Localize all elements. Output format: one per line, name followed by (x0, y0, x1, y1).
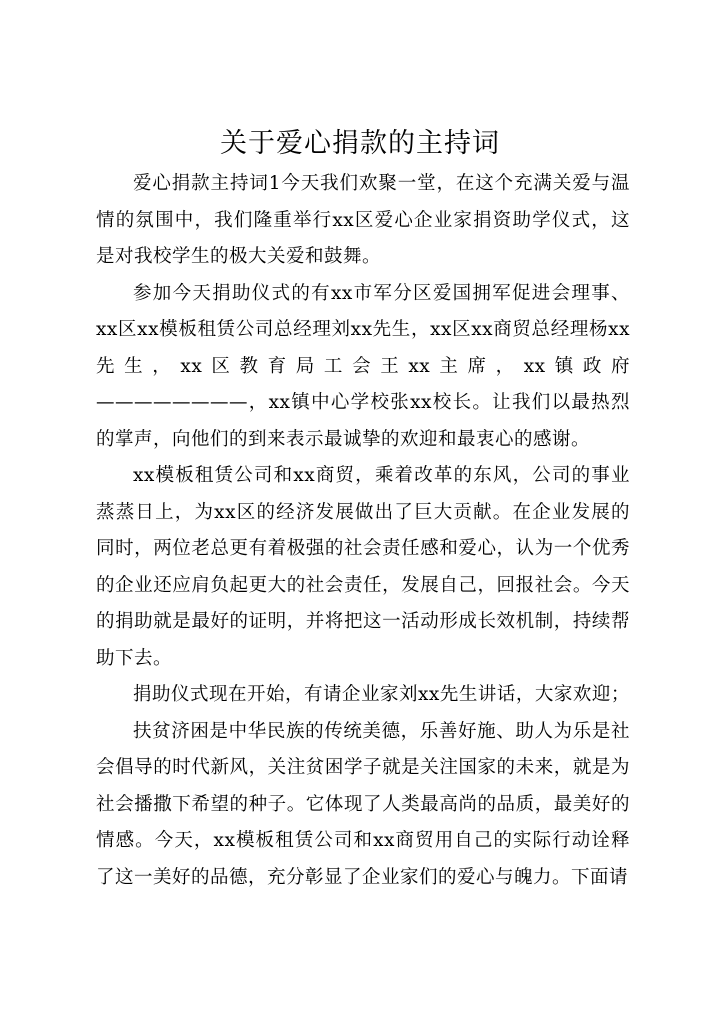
document-body (96, 166, 630, 896)
paragraph-companies: xx模板租赁公司和xx商贸，乘着改革的东风，公司的事业蒸蒸日上，为xx区的经济发展做出了巨大贡献。在企业发展的同时，两位老总更有着极强的社会责任感和爱心，认为一个优秀的企业还应肩负起更大的社会责任，发展自己，回报社会。今天的捐助就是最好的证明，并将把这一活动形成长效机制，持续帮助下去。 (96, 465, 630, 669)
paragraph-ceremony-start: 捐助仪式现在开始，有请企业家刘xx先生讲话，大家欢迎； (133, 684, 630, 705)
paragraph-virtue: 扶贫济困是中华民族的传统美德，乐善好施、助人为乐是社会倡导的时代新风，关注贫困学子就是关注国家的未来，就是为社会播撒下希望的种子。它体现了人类最高尚的品质，最美好的情感。今天，xx模板租赁公司和xx商贸用自己的实际行动诠释了这一美好的品德，充分彰显了企业家们的爱心与魄力。下面请 (96, 720, 630, 888)
document-title: 关于爱心捐款的主持词 (220, 128, 500, 159)
paragraph-opening: 爱心捐款主持词1今天我们欢聚一堂，在这个充满关爱与温情的氛围中，我们隆重举行xx区爱心企业家捐资助学仪式，这是对我校学生的极大关爱和鼓舞。 (96, 173, 630, 267)
paragraph-attendees: 参加今天捐助仪式的有xx市军分区爱国拥军促进会理事、xx区xx模板租赁公司总经理刘xx先生，xx区xx商贸总经理杨xx先生，xx区教育局工会王xx主席，xx镇政府————————，xx镇中心学校张xx校长。让我们以最热烈的掌声，向他们的到来表示最诚挚的欢迎和最衷心的感谢。 (96, 282, 630, 450)
